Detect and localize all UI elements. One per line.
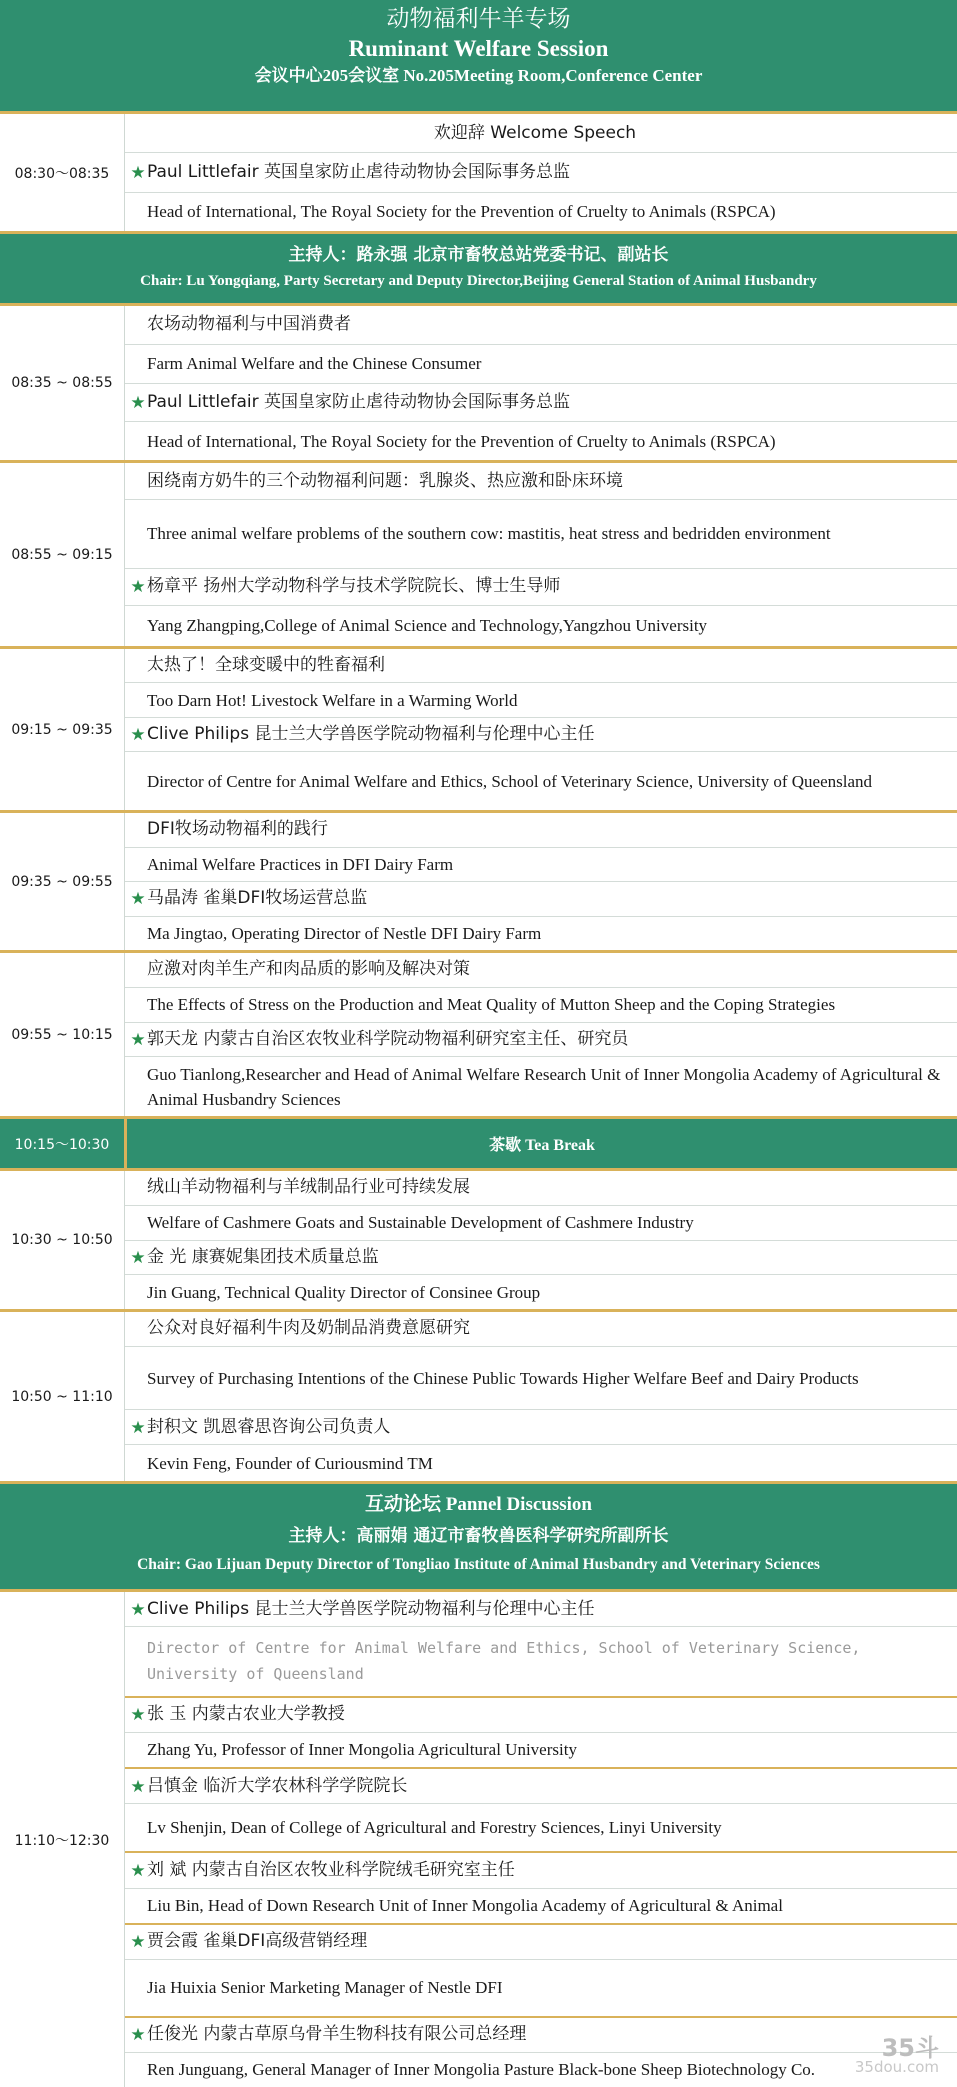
talk-speaker: 郭天龙 内蒙古自治区农牧业科学院动物福利研究室主任、研究员 [147,1028,629,1049]
star-icon: ★ [130,1417,146,1437]
talk-time: 08:55 ~ 09:15 [0,463,125,646]
talk-speaker-row [125,882,957,917]
star-icon: ★ [130,1705,146,1725]
tea-break [0,1119,957,1171]
talk-time: 10:50 ~ 11:10 [0,1312,125,1481]
panel-block [0,1592,957,2087]
session-title-en: Ruminant Welfare Session [348,36,609,61]
panel-member-row [125,1853,957,1888]
talk-block [0,463,957,649]
talk-block [0,649,957,813]
talk-speaker: 马晶涛 雀巢DFI牧场运营总监 [147,888,368,909]
panel-chair-en: Chair: Gao Lijuan Deputy Director of Tongliao Institute of Animal Husbandry and Veterinary Sciences [137,1556,820,1573]
panel-member-name: 吕慎金 临沂大学农林科学学院院长 [147,1775,408,1796]
panel-member-affil: Director of Centre for Animal Welfare and Ethics, School of Veterinary Science, University of Queensland [125,1627,957,1697]
talk-title-en: Welfare of Cashmere Goats and Sustainable Development of Cashmere Industry [125,1206,957,1241]
panel-member-affil: Lv Shenjin, Dean of College of Agricultural and Forestry Sciences, Linyi University [125,1804,957,1853]
panel-member-row [125,1925,957,1960]
talk-speaker: Paul Littlefair 英国皇家防止虐待动物协会国际事务总监 [147,391,571,412]
welcome-speaker: Paul Littlefair 英国皇家防止虐待动物协会国际事务总监 [147,161,571,182]
talk-affiliation: Kevin Feng, Founder of Curiousmind TM [147,1453,433,1473]
star-icon: ★ [130,889,146,909]
star-icon: ★ [130,1932,146,1952]
panel-title: 互动论坛 Pannel Discussion [365,1494,592,1515]
panel-chair-cn: 主持人：高丽娟 通辽市畜牧兽医科学研究所副所长 [288,1526,669,1546]
session-header [0,0,957,114]
panel-member-name: 任俊光 内蒙古草原乌骨羊生物科技有限公司总经理 [147,2024,527,2045]
talk-speaker-row [125,1241,957,1276]
talk-time: 09:35 ~ 09:55 [0,813,125,950]
welcome-title: 欢迎辞 Welcome Speech [125,114,957,153]
talk-speaker: 金 光 康赛妮集团技术质量总监 [147,1246,379,1267]
talk-speaker: 杨章平 扬州大学动物科学与技术学院院长、博士生导师 [147,576,561,596]
talk-title-cn: 农场动物福利与中国消费者 [125,306,957,345]
talk-affiliation: Yang Zhangping,College of Animal Science and Technology,Yangzhou University [147,616,708,636]
talk-block [0,1312,957,1484]
session-title-cn: 动物福利牛羊专场 [386,6,571,32]
talk-title-cn: 困绕南方奶牛的三个动物福利问题：乳腺炎、热应激和卧床环境 [125,463,957,500]
star-icon: ★ [130,1599,146,1619]
talk-block [0,953,957,1119]
talk-title-en: The Effects of Stress on the Production and Meat Quality of Mutton Sheep and the Coping Strategies [125,988,957,1023]
talk-title-cn: 绒山羊动物福利与羊绒制品行业可持续发展 [125,1171,957,1206]
talk-title-en: Farm Animal Welfare and the Chinese Consumer [125,345,957,384]
talk-speaker-row [125,569,957,606]
watermark-site: 35dou.com [854,2058,939,2076]
talk-affiliation: Guo Tianlong,Researcher and Head of Animal Welfare Research Unit of Inner Mongolia Academy of Agricultural & Animal Husbandry Sciences [147,1064,941,1109]
chair-band [0,234,957,306]
talk-speaker-row [125,718,957,752]
talk-time: 10:30 ~ 10:50 [0,1171,125,1309]
talk-title-en: Too Darn Hot! Livestock Welfare in a Warming World [125,683,957,717]
panel-member-row [125,1698,957,1733]
welcome-affiliation: Head of International, The Royal Society for the Prevention of Cruelty to Animals (RSPCA) [147,202,776,222]
panel-header [0,1484,957,1592]
talk-block [0,1171,957,1312]
star-icon: ★ [130,392,146,412]
talk-block [0,813,957,953]
panel-member-affil: Liu Bin, Head of Down Research Unit of Inner Mongolia Academy of Agricultural & Animal [125,1889,957,1925]
panel-member-name: 刘 斌 内蒙古自治区农牧业科学院绒毛研究室主任 [147,1859,515,1880]
panel-time: 11:10～12:30 [0,1592,125,2087]
watermark-brand: 35斗 [881,2034,939,2062]
session-venue: 会议中心205会议室 No.205Meeting Room,Conference Center [254,66,703,85]
talk-time: 09:15 ~ 09:35 [0,649,125,810]
panel-member-row [125,1769,957,1804]
tea-break-time: 10:15～10:30 [0,1119,127,1168]
talk-speaker: 封积文 凯恩睿思咨询公司负责人 [147,1416,391,1437]
talk-time: 09:55 ~ 10:15 [0,953,125,1116]
talk-speaker-row [125,384,957,423]
star-icon: ★ [130,1776,146,1796]
talk-affiliation: Director of Centre for Animal Welfare and Ethics, School of Veterinary Science, University of Queensland [147,771,872,791]
talk-block [0,306,957,463]
watermark [854,2034,939,2076]
star-icon: ★ [130,724,146,744]
welcome-block [0,114,957,234]
talk-title-cn: 应激对肉羊生产和肉品质的影响及解决对策 [125,953,957,988]
panel-member-row [125,1592,957,1627]
talk-time: 08:35 ~ 08:55 [0,306,125,460]
panel-member-name: 贾会霞 雀巢DFI高级营销经理 [147,1931,368,1952]
panel-member-affil: Jia Huixia Senior Marketing Manager of Nestle DFI [125,1960,957,2018]
talk-affiliation: Head of International, The Royal Society for the Prevention of Cruelty to Animals (RSPCA) [147,431,776,451]
talk-affiliation: Ma Jingtao, Operating Director of Nestle DFI Dairy Farm [147,923,542,943]
talk-speaker-row [125,1410,957,1445]
star-icon: ★ [130,1247,146,1267]
talk-speaker-row [125,1023,957,1058]
talk-title-en: Animal Welfare Practices in DFI Dairy Farm [125,848,957,883]
star-icon: ★ [130,1860,146,1880]
star-icon: ★ [130,2025,146,2045]
panel-member-row [125,2018,957,2053]
talk-title-cn: 太热了！全球变暖中的牲畜福利 [125,649,957,683]
chair-cn: 主持人：路永强 北京市畜牧总站党委书记、副站长 [288,245,669,265]
talk-title-en: Three animal welfare problems of the southern cow: mastitis, heat stress and bedridden environment [125,500,957,569]
talk-title-en: Survey of Purchasing Intentions of the Chinese Public Towards Higher Welfare Beef and Dairy Products [125,1347,957,1411]
star-icon: ★ [130,577,146,596]
panel-member-affil: Zhang Yu, Professor of Inner Mongolia Agricultural University [125,1733,957,1769]
panel-member-name: Clive Philips 昆士兰大学兽医学院动物福利与伦理中心主任 [147,1598,595,1619]
panel-member-name: 张 玉 内蒙古农业大学教授 [147,1704,345,1725]
tea-break-label: 茶歇 Tea Break [489,1137,595,1154]
star-icon: ★ [130,162,146,182]
welcome-speaker-row [125,153,957,192]
talk-affiliation: Jin Guang, Technical Quality Director of Consinee Group [147,1282,541,1302]
welcome-time: 08:30～08:35 [0,114,125,231]
talk-speaker: Clive Philips 昆士兰大学兽医学院动物福利与伦理中心主任 [147,723,595,744]
star-icon: ★ [130,1029,146,1049]
talk-title-cn: DFI牧场动物福利的践行 [125,813,957,848]
panel-member-affil: Ren Junguang, General Manager of Inner Mongolia Pasture Black-bone Sheep Biotechnology Co. [147,2060,816,2080]
chair-en: Chair: Lu Yongqiang, Party Secretary and Deputy Director,Beijing General Station of Animal Husbandry [140,273,817,289]
talk-title-cn: 公众对良好福利牛肉及奶制品消费意愿研究 [125,1312,957,1347]
